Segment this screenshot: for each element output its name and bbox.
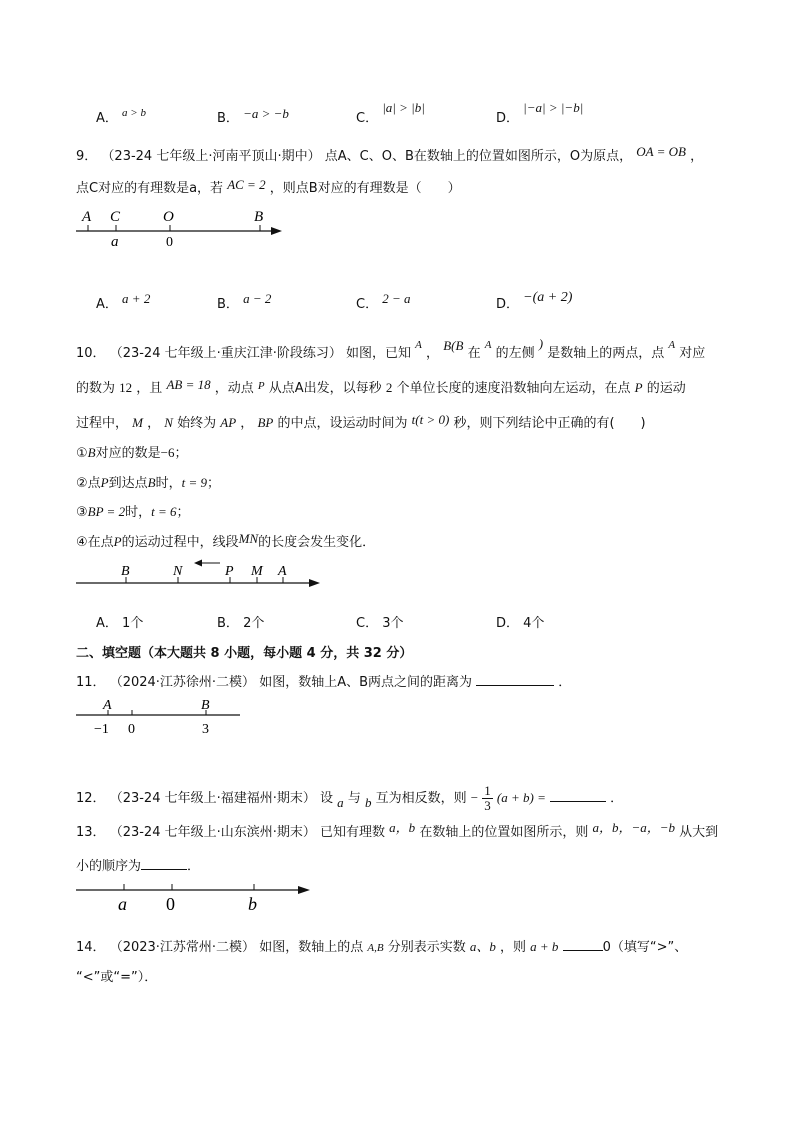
option-expr: 2个 <box>243 616 265 631</box>
option-label: C． <box>356 111 379 126</box>
value-label-zero: 0 <box>128 722 135 737</box>
math-expr: OA = OB <box>636 144 686 159</box>
point-label-n: N <box>173 564 183 579</box>
math-expr: M <box>132 415 143 430</box>
statement-text: 的长度会发生变化． <box>258 535 376 550</box>
math-expr: 12 <box>119 380 133 395</box>
question-number: 11． <box>76 675 106 690</box>
q10-option-b <box>217 612 264 631</box>
option-expr: 2 − a <box>382 291 411 306</box>
math-expr: A <box>484 339 492 351</box>
math-expr: BP = 2 <box>87 504 126 519</box>
question-text: 个单位长度的速度沿数轴向左运动，在点 <box>396 381 631 396</box>
math-expr: a <box>337 795 344 810</box>
answer-blank[interactable] <box>550 788 606 802</box>
q9-option-c <box>356 293 411 312</box>
question-text: 如图，已知 <box>346 346 412 361</box>
point-label-b: B <box>201 698 210 713</box>
q8-option-b <box>217 107 289 126</box>
q9-line-1 <box>76 146 703 167</box>
fraction-denominator: 3 <box>484 798 491 813</box>
q9-line-2 <box>76 178 461 199</box>
option-label: D． <box>496 111 520 126</box>
question-text: ， <box>690 149 704 164</box>
q10-line-1 <box>76 336 706 364</box>
q10-line-3 <box>76 413 646 434</box>
statement-text: 到达点 <box>108 476 148 491</box>
math-expr: 2 <box>385 380 393 395</box>
math-expr: t = 6 <box>151 504 177 519</box>
value-label-three: 3 <box>202 722 209 737</box>
question-text: 是数轴上的两点，点 <box>547 346 665 361</box>
option-label: D． <box>496 616 520 631</box>
option-expr: −a > −b <box>243 106 289 121</box>
question-text: 对应 <box>679 346 706 361</box>
math-expr: AP <box>220 415 237 430</box>
q11-line-1 <box>76 672 571 693</box>
section-title: 二、填空题 <box>76 646 142 661</box>
point-label-a: a <box>118 894 127 914</box>
point-label-o: O <box>163 209 174 225</box>
question-text: 如图，数轴上A、B两点之间的距离为 <box>259 675 472 690</box>
value-label-a: a <box>111 234 119 250</box>
option-expr: 1个 <box>122 616 144 631</box>
question-source: （23-24 七年级上·福建福州·期末） <box>109 791 316 806</box>
math-expr: MN <box>238 531 259 546</box>
question-text: 在 <box>467 346 481 361</box>
q10-statement-4 <box>76 532 375 553</box>
option-label: B． <box>217 616 239 631</box>
statement-text: ； <box>206 476 220 491</box>
q8-option-a <box>96 107 146 126</box>
question-number: 14． <box>76 940 106 955</box>
q8-option-d <box>496 100 584 126</box>
answer-blank[interactable] <box>563 937 603 951</box>
option-expr: −(a + 2) <box>523 290 573 305</box>
math-expr: A,B <box>367 942 384 954</box>
question-text: ，且 <box>136 381 163 396</box>
fraction <box>482 784 493 813</box>
point-label-p: P <box>225 564 234 579</box>
question-text: 0（填写“>”、 <box>602 940 688 955</box>
point-label-b: B <box>121 564 130 579</box>
question-text: 的运动 <box>646 381 686 396</box>
question-text: 点A、C、O、B在数轴上的位置如图所示，O为原点， <box>324 149 633 164</box>
fraction-numerator: 1 <box>484 783 491 798</box>
question-text: ． <box>558 675 572 690</box>
section-heading <box>76 642 412 661</box>
math-expr: a，b，−a，−b <box>592 820 676 835</box>
math-expr: (a + b) = <box>496 790 546 805</box>
q12-line-1: 12． （23-24 七年级上·福建福州·期末） 设 a 与 b 互为相反数，则 − $\frac{1}{3}$ (a + b) = ． <box>76 783 624 813</box>
question-text: 分别表示实数 <box>387 940 466 955</box>
value-label-zero: 0 <box>166 235 173 250</box>
question-text: ． <box>187 859 201 874</box>
question-text: 如图，数轴上的点 <box>259 940 364 955</box>
question-text: ， <box>426 346 440 361</box>
option-label: B． <box>217 297 239 312</box>
q9-option-a <box>96 293 150 312</box>
question-text: 从大到 <box>679 825 719 840</box>
q10-number-line <box>70 556 330 590</box>
math-expr: b <box>364 795 372 810</box>
question-text: ． <box>610 791 624 806</box>
option-label: D． <box>496 297 520 312</box>
q8-option-c <box>356 100 425 126</box>
q10-option-d <box>496 612 544 631</box>
question-source: （23-24 七年级上·河南平顶山·期中） <box>101 149 321 164</box>
q14-line-1 <box>76 937 687 958</box>
statement-text: ； <box>174 446 188 461</box>
question-source: （23-24 七年级上·重庆江津·阶段练习） <box>109 346 342 361</box>
question-text: 始终为 <box>177 416 217 431</box>
value-label-neg1: −1 <box>94 722 109 737</box>
answer-blank[interactable] <box>141 856 187 870</box>
statement-text: ③ <box>76 505 88 520</box>
question-text: 的中点，设运动时间为 <box>277 416 408 431</box>
option-expr: |a| > |b| <box>382 100 425 115</box>
left-arrowhead-icon <box>194 560 202 567</box>
statement-text: ②点 <box>76 476 101 491</box>
option-expr: a − 2 <box>243 291 272 306</box>
point-label-a: A <box>82 209 92 225</box>
question-text: ，动点 <box>214 381 254 396</box>
question-text: ，则 <box>500 940 527 955</box>
math-expr: P <box>257 380 265 392</box>
q13-number-line <box>70 880 320 916</box>
option-label: A． <box>96 297 118 312</box>
q10-line-2 <box>76 378 686 399</box>
q9-option-d <box>496 290 573 313</box>
question-number: 13． <box>76 825 106 840</box>
math-expr: N <box>164 415 173 430</box>
point-label-b: B <box>254 209 264 225</box>
option-label: A． <box>96 111 118 126</box>
question-text: 从点A出发，以每秒 <box>268 381 382 396</box>
q13-line-2 <box>76 856 200 877</box>
q10-option-a <box>96 612 143 631</box>
option-label: C． <box>356 297 379 312</box>
math-expr: t = 9 <box>181 475 207 490</box>
math-expr: ) <box>538 336 544 351</box>
statement-text: 对应的数是 <box>95 446 161 461</box>
question-text: 在数轴上的位置如图所示，则 <box>419 825 589 840</box>
question-text: 设 <box>320 791 334 806</box>
math-expr: BP <box>257 415 274 430</box>
math-expr: a、b <box>469 939 496 954</box>
q9-number-line <box>70 204 290 250</box>
statement-text: 时， <box>125 505 152 520</box>
math-expr: AB = 18 <box>166 377 211 392</box>
point-label-c: C <box>110 209 121 225</box>
q9-option-b <box>217 293 271 312</box>
point-label-b: b <box>248 894 257 914</box>
point-label-a: A <box>103 698 112 713</box>
option-expr: |−a| > |−b| <box>523 100 584 115</box>
option-expr: a > b <box>122 107 146 119</box>
question-text: 互为相反数，则 <box>375 791 467 806</box>
statement-text: 时， <box>155 476 182 491</box>
q10-option-c <box>356 612 404 631</box>
question-text: 秒，则下列结论中正确的有( ) <box>453 416 646 431</box>
math-expr: B(B <box>443 338 464 353</box>
question-number: 9． <box>76 149 98 164</box>
option-expr: 3个 <box>382 616 404 631</box>
question-text: ， <box>240 416 254 431</box>
option-expr: 4个 <box>523 616 545 631</box>
q10-statement-3 <box>76 502 190 523</box>
question-text: 点C对应的有理数是a，若 <box>76 181 224 196</box>
question-text: “<”或“=”）． <box>76 970 158 985</box>
question-text: 已知有理数 <box>320 825 386 840</box>
math-expr: A <box>415 339 422 351</box>
statement-text: 的运动过程中，线段 <box>121 535 239 550</box>
question-source: （23-24 七年级上·山东滨州·期末） <box>109 825 316 840</box>
value-label-zero: 0 <box>166 894 175 914</box>
math-expr: −6 <box>160 445 175 460</box>
math-expr: B <box>87 445 96 460</box>
question-text: 的左侧 <box>495 346 535 361</box>
question-number: 12． <box>76 791 106 806</box>
point-label-m: M <box>251 564 263 579</box>
statement-text: ④在点 <box>76 535 114 550</box>
math-expr: a，b <box>389 820 416 835</box>
section-description: （本大题共 8 小题，每小题 4 分，共 32 分） <box>141 646 413 661</box>
math-expr: P <box>113 534 122 549</box>
q11-number-line <box>70 696 250 740</box>
math-expr: t(t > 0) <box>411 412 450 427</box>
question-number: 10． <box>76 346 106 361</box>
question-text: 小的顺序为 <box>76 859 142 874</box>
q10-statement-2 <box>76 473 220 494</box>
math-expr: a + b <box>530 939 559 954</box>
math-expr: B <box>147 475 156 490</box>
answer-blank[interactable] <box>476 672 554 686</box>
option-label: C． <box>356 616 379 631</box>
question-text: 过程中， <box>76 416 129 431</box>
option-label: A． <box>96 616 118 631</box>
statement-text: ① <box>76 446 88 461</box>
statement-text: ； <box>176 505 190 520</box>
question-source: （2023·江苏常州·二模） <box>109 940 256 955</box>
math-expr: P <box>100 475 109 490</box>
point-label-a: A <box>278 564 287 579</box>
math-expr: P <box>634 380 643 395</box>
math-expr: AC = 2 <box>227 177 266 192</box>
question-text: 与 <box>347 791 361 806</box>
question-text: 的数为 <box>76 381 116 396</box>
question-source: （2024·江苏徐州·二模） <box>109 675 256 690</box>
question-text: ， <box>147 416 161 431</box>
q10-statement-1 <box>76 443 187 464</box>
option-label: B． <box>217 111 239 126</box>
q14-line-2 <box>76 968 157 988</box>
q13-line-1 <box>76 822 718 843</box>
option-expr: a + 2 <box>122 291 151 306</box>
question-text: ，则点B对应的有理数是（ ） <box>269 181 461 196</box>
math-expr: A <box>668 339 676 351</box>
